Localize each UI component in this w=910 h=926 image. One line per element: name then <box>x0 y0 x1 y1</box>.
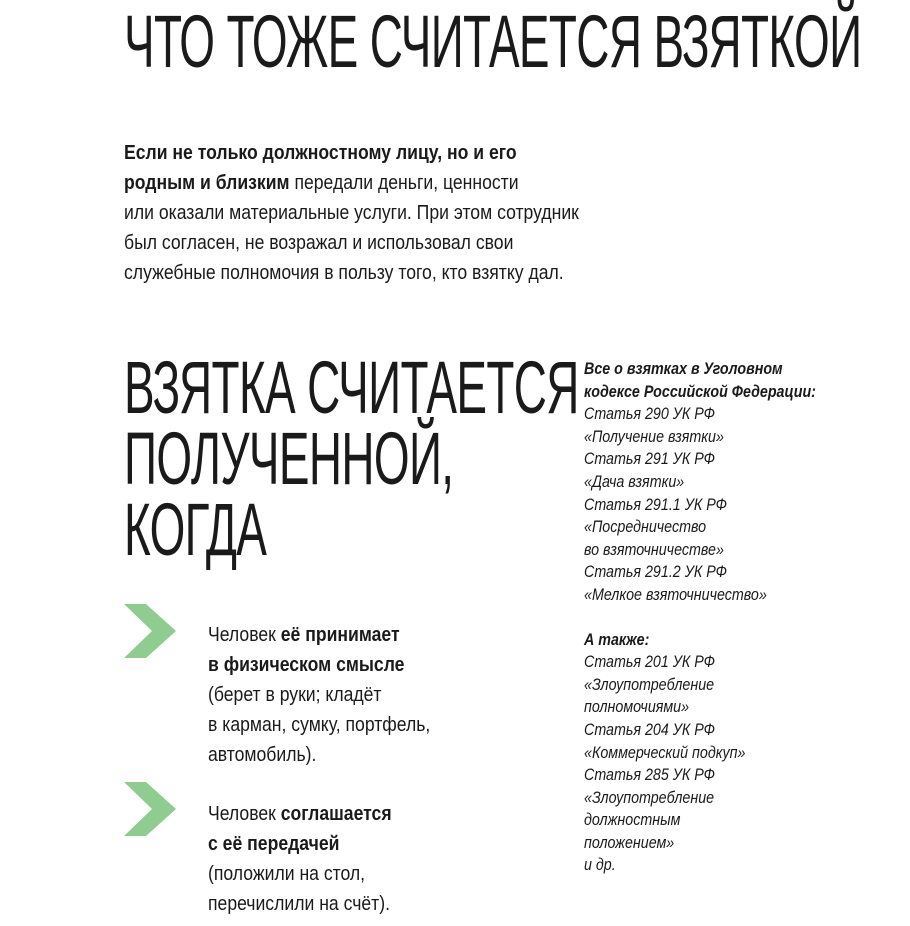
sidebar-line: «Злоупотребление <box>584 674 715 694</box>
item-text: (положили на стол, <box>208 863 366 885</box>
sidebar-line: Статья 201 УК РФ <box>584 652 716 672</box>
item-text: перечислили на счёт). <box>208 893 390 915</box>
item-bold: в физическом смысле <box>208 654 405 676</box>
chevron-right-icon <box>124 604 176 658</box>
page-title: ЧТО ТОЖЕ СЧИТАЕТСЯ ВЗЯТКОЙ <box>124 0 862 83</box>
sidebar-line: положением» <box>584 832 675 852</box>
sidebar-line: «Коммерческий подкуп» <box>584 742 746 762</box>
item-bold: соглашается <box>280 803 392 825</box>
intro-text-3: или оказали материальные услуги. При этом сотрудник <box>124 202 579 224</box>
section-title-line-3: КОГДА <box>124 488 267 571</box>
sidebar-line: Статья 204 УК РФ <box>584 719 716 739</box>
item-bold: с её передачей <box>208 833 340 855</box>
sidebar-line: во взяточничестве» <box>584 539 724 559</box>
intro-text-5: служебные полномочия в пользу того, кто взятку дал. <box>124 262 564 284</box>
item-text: (берет в руки; кладёт <box>208 684 382 706</box>
sidebar-line: Статья 291 УК РФ <box>584 449 716 469</box>
intro-text-2: передали деньги, ценности <box>289 172 519 194</box>
sidebar-heading: А также: <box>584 629 650 649</box>
sidebar-line: Статья 291.1 УК РФ <box>584 494 727 514</box>
item-text: в карман, сумку, портфель, <box>208 714 431 736</box>
sidebar-heading: кодексе Российской Федерации: <box>584 381 816 401</box>
sidebar-line: полномочиями» <box>584 697 690 717</box>
list-item <box>208 799 392 919</box>
section-title-line-2: ПОЛУЧЕННОЙ, <box>124 417 454 500</box>
sidebar-line: Статья 285 УК РФ <box>584 765 716 785</box>
sidebar-line: Статья 290 УК РФ <box>584 404 716 424</box>
item-lead: Человек <box>208 624 281 646</box>
list-item <box>208 620 430 770</box>
sidebar-heading: Все о взятках в Уголовном <box>584 359 783 378</box>
chevron-right-icon <box>124 782 176 836</box>
intro-text-4: был согласен, не возражал и использовал свои <box>124 232 514 254</box>
item-text: автомобиль). <box>208 744 317 766</box>
sidebar-line: должностным <box>584 810 681 830</box>
sidebar-line: «Злоупотребление <box>584 787 715 807</box>
sidebar-line: и др. <box>584 855 616 875</box>
item-lead: Человек <box>208 803 281 825</box>
sidebar-line: «Дача взятки» <box>584 471 685 491</box>
section-title-line-1: ВЗЯТКА СЧИТАЕТСЯ <box>124 346 579 429</box>
intro-paragraph <box>124 138 579 288</box>
sidebar-line: Статья 291.2 УК РФ <box>584 562 727 582</box>
sidebar-line: «Посредничество <box>584 517 707 537</box>
intro-bold-1: Если не только должностному лицу, но и его <box>124 142 517 164</box>
sidebar-line: «Мелкое взяточничество» <box>584 584 767 604</box>
intro-bold-2: родным и близким <box>124 172 290 194</box>
sidebar-line: «Получение взятки» <box>584 426 724 446</box>
item-bold: её принимает <box>280 624 400 646</box>
sidebar-references <box>584 358 816 877</box>
section-title <box>124 346 579 571</box>
